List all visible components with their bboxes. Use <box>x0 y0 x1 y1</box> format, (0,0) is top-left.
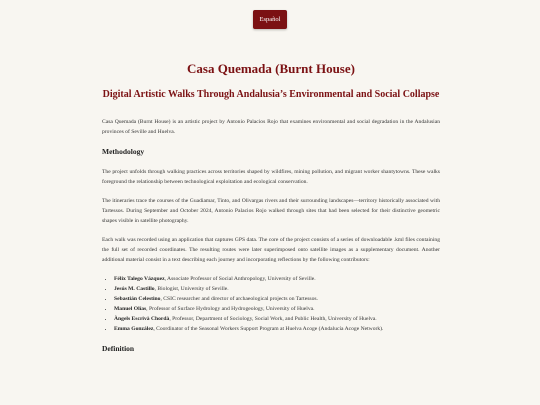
list-item <box>114 294 440 304</box>
contributor-name: Félix Talego Vázquez <box>114 276 165 282</box>
list-item <box>114 304 440 314</box>
contributor-role: , CSIC researcher and director of archaeological projects on Tartessos. <box>160 296 318 302</box>
contributor-name: Manuel Olías <box>114 306 147 312</box>
list-item <box>114 314 440 324</box>
contributors-list <box>102 274 440 334</box>
contributor-name: Jesús M. Castillo <box>114 286 155 292</box>
contributor-role: , Professor, Department of Sociology, Social Work, and Public Health, University of Huelva. <box>169 316 377 322</box>
contributor-role: , Biologist, University of Seville. <box>154 286 229 292</box>
methodology-paragraph-3: Each walk was recorded using an application that captures GPS data. The core of the project consists of a series of downloadable .kml files containing the full set of recorded coordinates. The resulting routes were later superimposed onto satellite images as a supplementary document. Another additional material consist in a text describing each journey and incorporating reflections by the following contributors: <box>102 237 440 263</box>
methodology-paragraph-1: The project unfolds through walking practices across territories shaped by wildfires, mining pollution, and migrant worker shantytowns. These walks foreground the relationship between technological exploitation and ecological conservation. <box>102 169 440 185</box>
methodology-paragraph-2: The itineraries trace the courses of the Guadiamar, Tinto, and Olivargas rivers and their surrounding landscapes—territory historically associated with Tartessos. During September and October 2024, Antonio Palacios Rojo walked through sites that had been selected for their distinctive geometric shapes visible in satellite photography. <box>102 198 440 224</box>
definition-heading: Definition <box>102 344 135 353</box>
intro-paragraph: Casa Quemada (Burnt House) is an artistic project by Antonio Palacios Rojo that examines environmental and social degradation in the Andalusian provinces of Seville and Huelva. <box>102 119 440 135</box>
page-title: Casa Quemada (Burnt House) <box>187 61 355 76</box>
contributor-role: , Coordinator of the Seasonal Workers Support Program at Huelva Acoge (Andalucía Acoge Network). <box>153 326 384 332</box>
language-toggle-button[interactable]: Español <box>253 10 287 29</box>
contributor-role: , Professor of Surface Hydrology and Hydrogeology, University of Huelva. <box>146 306 315 312</box>
list-item <box>114 284 440 294</box>
list-item <box>114 274 440 284</box>
contributor-name: Sebastián Celestino <box>114 296 161 302</box>
methodology-heading: Methodology <box>102 147 145 156</box>
list-item <box>114 324 440 334</box>
page-subtitle: Digital Artistic Walks Through Andalusia’s Environmental and Social Collapse <box>102 89 440 100</box>
contributor-name: Emma González <box>114 326 154 332</box>
main-content <box>102 60 440 354</box>
contributor-role: , Associate Professor of Social Anthropology, University of Seville. <box>164 276 316 282</box>
contributor-name: Àngels Escrivà Chordà <box>114 316 170 322</box>
